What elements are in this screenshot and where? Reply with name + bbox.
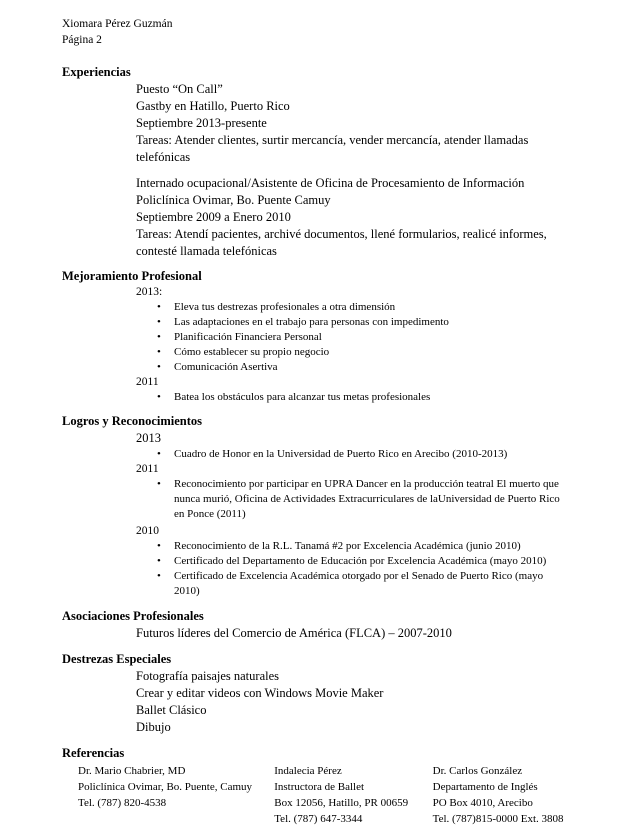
job-place: Gastby en Hatillo, Puerto Rico [136, 99, 290, 113]
section-title-logros: Logros y Reconocimientos [62, 414, 203, 428]
resume-page [62, 16, 592, 827]
section-title-destrezas: Destrezas Especiales [62, 652, 172, 666]
section-experiencias [62, 64, 592, 260]
bullet-icon: • [157, 555, 161, 567]
year-label: 2011 [136, 376, 159, 388]
skill-item: Crear y editar videos con Windows Movie Maker [136, 686, 384, 700]
section-referencias [62, 745, 592, 827]
section-asociaciones [62, 608, 592, 642]
bullet-icon: • [157, 346, 161, 358]
page-header [62, 16, 592, 48]
list-item: • Eleva tus destrezas profesionales a otra dimensión [157, 301, 396, 313]
bullet-icon: • [157, 540, 161, 552]
skill-item: Ballet Clásico [136, 703, 207, 717]
year-label: 2010 [136, 525, 159, 537]
association-item: Futuros líderes del Comercio de América (FLCA) – 2007-2010 [136, 626, 452, 640]
job-tasks: Tareas: Atender clientes, surtir mercancía, vender mercancía, atender llamadas [136, 133, 529, 147]
bullet-icon: • [157, 448, 161, 460]
year-label: 2013 [136, 431, 161, 445]
job-place: Policlínica Ovimar, Bo. Puente Camuy [136, 193, 331, 207]
job-dates: Septiembre 2013-presente [136, 116, 267, 130]
awards-2013 [136, 447, 592, 462]
skills-list [62, 668, 592, 736]
list-item: • Las adaptaciones en el trabajo para personas con impedimento [157, 316, 449, 328]
training-list [62, 285, 592, 405]
reference-perez: Indalecia Pérez Instructora de Ballet Box 12056, Hatillo, PR 00659 Tel. (787) 647-3344 [274, 765, 409, 825]
list-item: • Cuadro de Honor en la Universidad de Puerto Rico en Arecibo (2010-2013) [157, 448, 508, 460]
job-tasks-cont: contesté llamada telefónicas [136, 244, 277, 258]
section-mejoramiento [62, 268, 592, 405]
job-entry [62, 81, 592, 166]
section-title-asociaciones: Asociaciones Profesionales [62, 609, 204, 623]
bullet-icon: • [157, 361, 161, 373]
section-title-referencias: Referencias [62, 746, 125, 760]
author-name: Xiomara Pérez Guzmán [62, 18, 173, 30]
list-item: • Cómo establecer su propio negocio [157, 346, 330, 358]
awards-list [62, 430, 592, 599]
training-items-2011 [136, 390, 592, 405]
year-label: 2011 [136, 463, 159, 475]
bullet-icon: • [157, 391, 161, 403]
references-table [62, 763, 592, 827]
bullet-icon: • [157, 570, 161, 582]
skill-item: Dibujo [136, 720, 171, 734]
bullet-icon: • [157, 478, 161, 490]
training-items-2013 [136, 300, 592, 375]
job-entry [62, 175, 592, 260]
list-item: • Reconocimiento por participar en UPRA Dancer en la producción teatral El muerto que nunca murió, Oficina de Actividades Extracurriculares de laUniversidad de Puerto Rico en Ponce (2011) [157, 478, 560, 520]
year-label: 2013: [136, 286, 163, 298]
awards-2010 [136, 539, 592, 599]
job-tasks: Tareas: Atendí pacientes, archivé documentos, llené formularios, realicé informes, [136, 227, 547, 241]
section-title-mejoramiento: Mejoramiento Profesional [62, 269, 202, 283]
section-logros [62, 413, 592, 599]
list-item: • Reconocimiento de la R.L. Tanamá #2 por Excelencia Académica (junio 2010) [157, 540, 521, 552]
awards-2011 [136, 477, 592, 522]
list-item: • Certificado del Departamento de Educación por Excelencia Académica (mayo 2010) [157, 555, 547, 567]
list-item: • Certificado de Excelencia Académica otorgado por el Senado de Puerto Rico (mayo 2010) [157, 570, 544, 597]
list-item: • Batea los obstáculos para alcanzar tus metas profesionales [157, 391, 431, 403]
reference-chabrier: Dr. Mario Chabrier, MD Policlínica Ovimar, Bo. Puente, Camuy Tel. (787) 820-4538 [78, 765, 253, 809]
skill-item: Fotografía paisajes naturales [136, 669, 280, 683]
job-title: Internado ocupacional/Asistente de Oficina de Procesamiento de Información [136, 176, 525, 190]
page-number: Página 2 [62, 34, 102, 46]
list-item: • Comunicación Asertiva [157, 361, 278, 373]
job-tasks-cont: telefónicas [136, 150, 191, 164]
section-destrezas [62, 651, 592, 736]
list-item: • Planificación Financiera Personal [157, 331, 322, 343]
section-title-experiencias: Experiencias [62, 65, 131, 79]
bullet-icon: • [157, 316, 161, 328]
job-dates: Septiembre 2009 a Enero 2010 [136, 210, 291, 224]
job-title: Puesto “On Call” [136, 82, 223, 96]
bullet-icon: • [157, 301, 161, 313]
bullet-icon: • [157, 331, 161, 343]
reference-gonzalez: Dr. Carlos González Departamento de Inglés PO Box 4010, Arecibo Tel. (787)815-0000 Ext. 3808 [432, 765, 564, 825]
